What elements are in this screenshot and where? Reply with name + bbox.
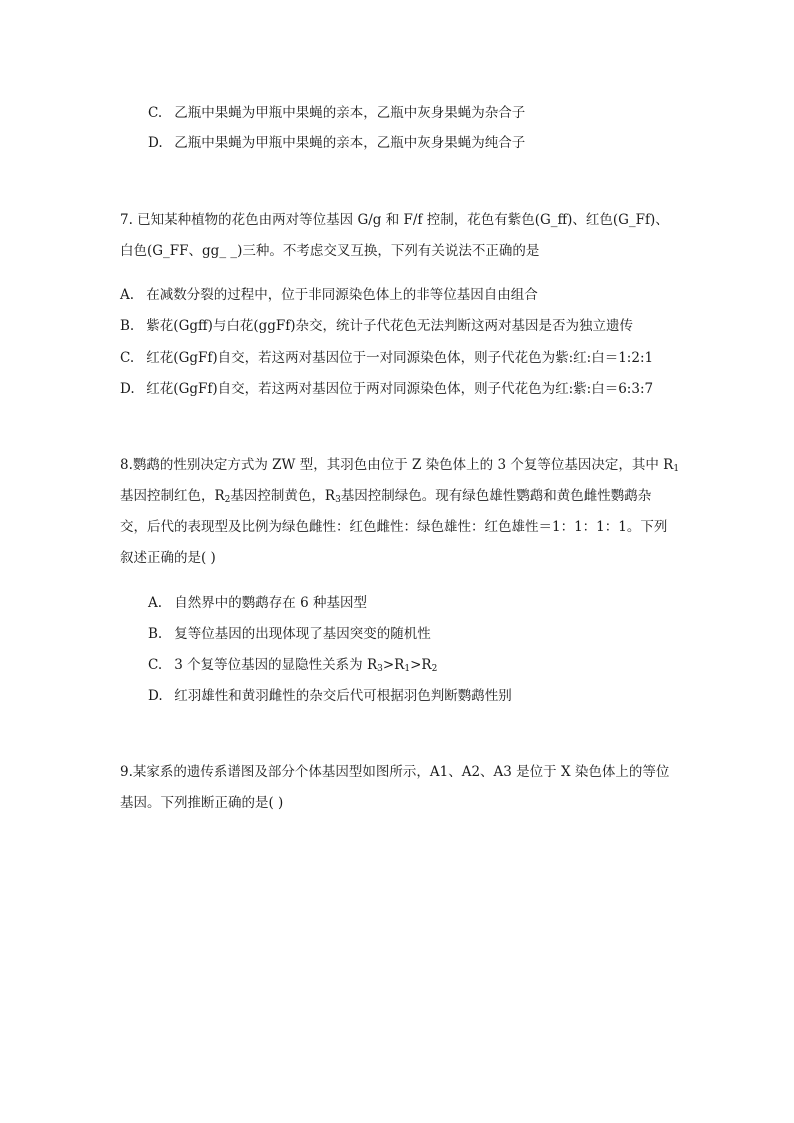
subscript: 2 [431,664,438,674]
stem-text: 基因控制黄色，R [230,488,336,504]
option-text: 红羽雄性和黄羽雌性的杂交后代可根据羽色判断鹦鹉性别 [174,688,512,704]
option-text: >R [410,657,432,673]
q8-option-a [148,594,367,612]
option-label: C. [148,657,163,673]
option-text: 复等位基因的出现体现了基因突变的随机性 [174,626,431,642]
stem-text: 基因控制红色，R [120,488,225,504]
subscript: 1 [404,664,411,674]
q8-stem-line3: 交，后代的表现型及比例为绿色雌性：红色雌性：绿色雄性：红色雄性＝1：1：1：1。下列 [120,519,668,535]
option-label: D. [120,381,135,397]
q8-option-b [148,625,431,643]
q7-option-a [120,286,538,304]
q7-option-d [120,380,653,398]
option-text: 红花(GgFf)自交，若这两对基因位于一对同源染色体，则子代花色为紫:红:白＝1:2:1 [146,350,654,366]
option-label: C. [148,105,163,121]
stem-text: 基因控制绿色。现有绿色雄性鹦鹉和黄色雌性鹦鹉杂 [340,488,652,504]
q9-stem-line2: 基因。下列推断正确的是( ) [120,795,284,811]
option-text: 自然界中的鹦鹉存在 6 种基因型 [174,595,367,611]
option-text: 3 个复等位基因的显隐性关系为 R [174,657,378,673]
q7-stem-line2: 白色(G_FF、gg_ _)三种。不考虑交叉互换，下列有关说法不正确的是 [120,243,540,259]
q7-option-c [120,349,653,367]
q8-option-c [148,656,437,674]
option-label: B. [148,626,163,642]
subscript: 3 [377,664,383,674]
option-text: 紫花(Ggff)与白花(ggFf)杂交，统计子代花色无法判断这两对基因是否为独立遗传 [146,318,634,334]
subscript: 2 [224,495,231,505]
option-label: D. [148,135,163,151]
option-text: 在减数分裂的过程中，位于非同源染色体上的非等位基因自由组合 [146,287,538,303]
q9-stem-line1: 9.某家系的遗传系谱图及部分个体基因型如图所示，A1、A2、A3 是位于 X 染色体上的等位 [120,764,670,780]
subscript: 1 [673,464,680,474]
option-label: B. [120,318,135,334]
option-label: D. [148,688,163,704]
q8-stem-line1 [120,456,679,474]
option-text: 乙瓶中果蝇为甲瓶中果蝇的亲本，乙瓶中灰身果蝇为杂合子 [174,105,526,121]
option-text: 红花(GgFf)自交，若这两对基因位于两对同源染色体，则子代花色为红:紫:白＝6:3:7 [146,381,654,397]
option-text: >R [382,657,405,673]
q7-stem-line1: 7. 已知某种植物的花色由两对等位基因 G/g 和 F/f 控制，花色有紫色(G_ff)、红色(G_Ff)、 [120,212,669,228]
option-label: A. [148,595,163,611]
q8-stem-line4: 叙述正确的是( ) [120,550,216,566]
q7-option-b [120,317,633,335]
q6-option-c [148,104,525,122]
option-text: 乙瓶中果蝇为甲瓶中果蝇的亲本，乙瓶中灰身果蝇为纯合子 [174,135,526,151]
option-label: A. [120,287,135,303]
subscript: 3 [335,495,341,505]
stem-text: 8.鹦鹉的性别决定方式为 ZW 型，其羽色由位于 Z 染色体上的 3 个复等位基因决定，其中 R [120,457,674,473]
option-label: C. [120,350,135,366]
q6-option-d [148,134,525,152]
q8-stem-line2 [120,487,651,505]
q8-option-d [148,687,512,705]
